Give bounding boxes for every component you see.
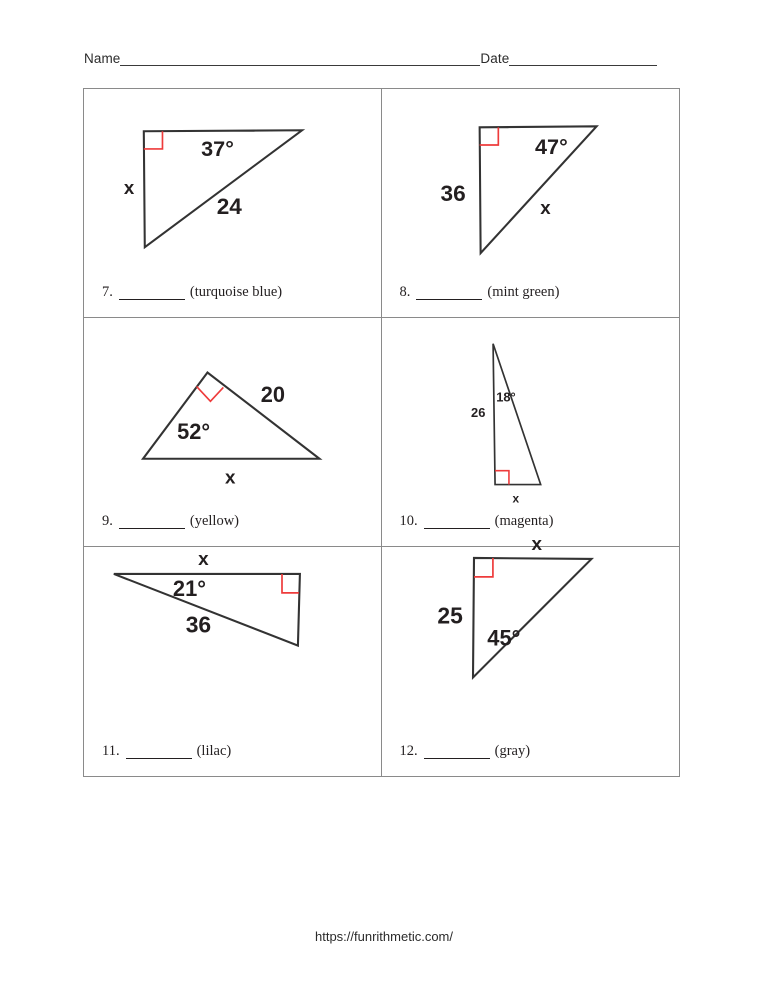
problem-cell-11: [84, 547, 382, 776]
triangle-figure-12: [382, 533, 680, 776]
triangle-figure-8: [382, 89, 680, 317]
answer-color-9: (yellow): [189, 513, 239, 529]
side-label-9-base: x: [225, 466, 236, 488]
right-angle-marker-10: [495, 471, 509, 485]
name-write-in-line[interactable]: [120, 53, 480, 66]
date-write-in-line[interactable]: [509, 53, 657, 66]
answer-color-7: (turquoise blue): [189, 284, 283, 300]
answer-blank-11[interactable]: [126, 745, 192, 759]
problem-cell-9: [84, 318, 382, 547]
footer-url[interactable]: https://funrithmetic.com/: [315, 929, 453, 944]
angle-label-9: 52°: [177, 418, 211, 444]
angle-label-8: 47°: [534, 133, 568, 159]
triangle-figure-9: [84, 318, 381, 546]
right-angle-marker-9: [197, 386, 224, 401]
side-label-8-hypotenuse: x: [539, 196, 551, 218]
answer-blank-12[interactable]: [424, 745, 490, 759]
angle-label-10: 18°: [495, 389, 516, 405]
problem-cell-7: [84, 89, 382, 318]
problem-number-10: 10.: [399, 513, 418, 529]
side-label-11-hypotenuse: 36: [185, 611, 212, 638]
side-label-10-base: x: [512, 491, 519, 506]
problem-cell-12: [382, 533, 680, 776]
triangle-figure-10: [382, 318, 680, 546]
side-label-12-top: x: [530, 533, 542, 555]
answer-row-11: [102, 744, 231, 759]
answer-blank-7[interactable]: [119, 286, 185, 300]
answer-blank-9[interactable]: [119, 515, 185, 529]
side-label-11-top: x: [198, 548, 209, 570]
problem-cell-10: [382, 318, 680, 547]
date-label: Date: [480, 51, 510, 66]
answer-color-8: (mint green): [487, 284, 560, 300]
problem-number-8: 8.: [399, 284, 411, 300]
angle-label-12: 45°: [486, 625, 520, 651]
problem-cell-8: [382, 89, 680, 318]
answer-row-8: [400, 285, 560, 300]
right-angle-marker-12: [473, 558, 492, 577]
side-label-8-vertical: 36: [440, 181, 466, 207]
right-angle-marker-8: [479, 127, 498, 145]
problem-number-12: 12.: [399, 743, 418, 759]
name-label: Name: [84, 51, 121, 66]
worksheet-header: [84, 44, 684, 66]
answer-row-9: [102, 514, 239, 529]
answer-row-7: [102, 285, 282, 300]
answer-row-10: [400, 514, 554, 529]
triangle-figure-11: [84, 547, 381, 776]
triangle-figure-7: [84, 89, 381, 317]
problem-grid: [83, 88, 680, 777]
answer-color-12: (gray): [494, 743, 531, 759]
answer-color-11: (lilac): [196, 743, 232, 759]
side-label-7-vertical: x: [123, 177, 135, 199]
problem-number-11: 11.: [102, 743, 120, 759]
side-label-7-hypotenuse: 24: [216, 193, 242, 219]
side-label-10-vertical: 26: [470, 405, 485, 421]
right-angle-marker-7: [144, 131, 163, 149]
answer-blank-8[interactable]: [416, 286, 482, 300]
answer-color-10: (magenta): [494, 513, 554, 529]
angle-label-11: 21°: [172, 575, 207, 601]
side-label-12-vertical: 25: [436, 602, 463, 629]
answer-row-12: [400, 744, 531, 759]
right-angle-marker-11: [282, 574, 299, 593]
side-label-9-right-leg: 20: [260, 382, 286, 408]
problem-number-7: 7.: [102, 284, 113, 300]
angle-label-7: 37°: [201, 135, 234, 161]
problem-number-9: 9.: [102, 513, 113, 529]
answer-blank-10[interactable]: [424, 515, 490, 529]
